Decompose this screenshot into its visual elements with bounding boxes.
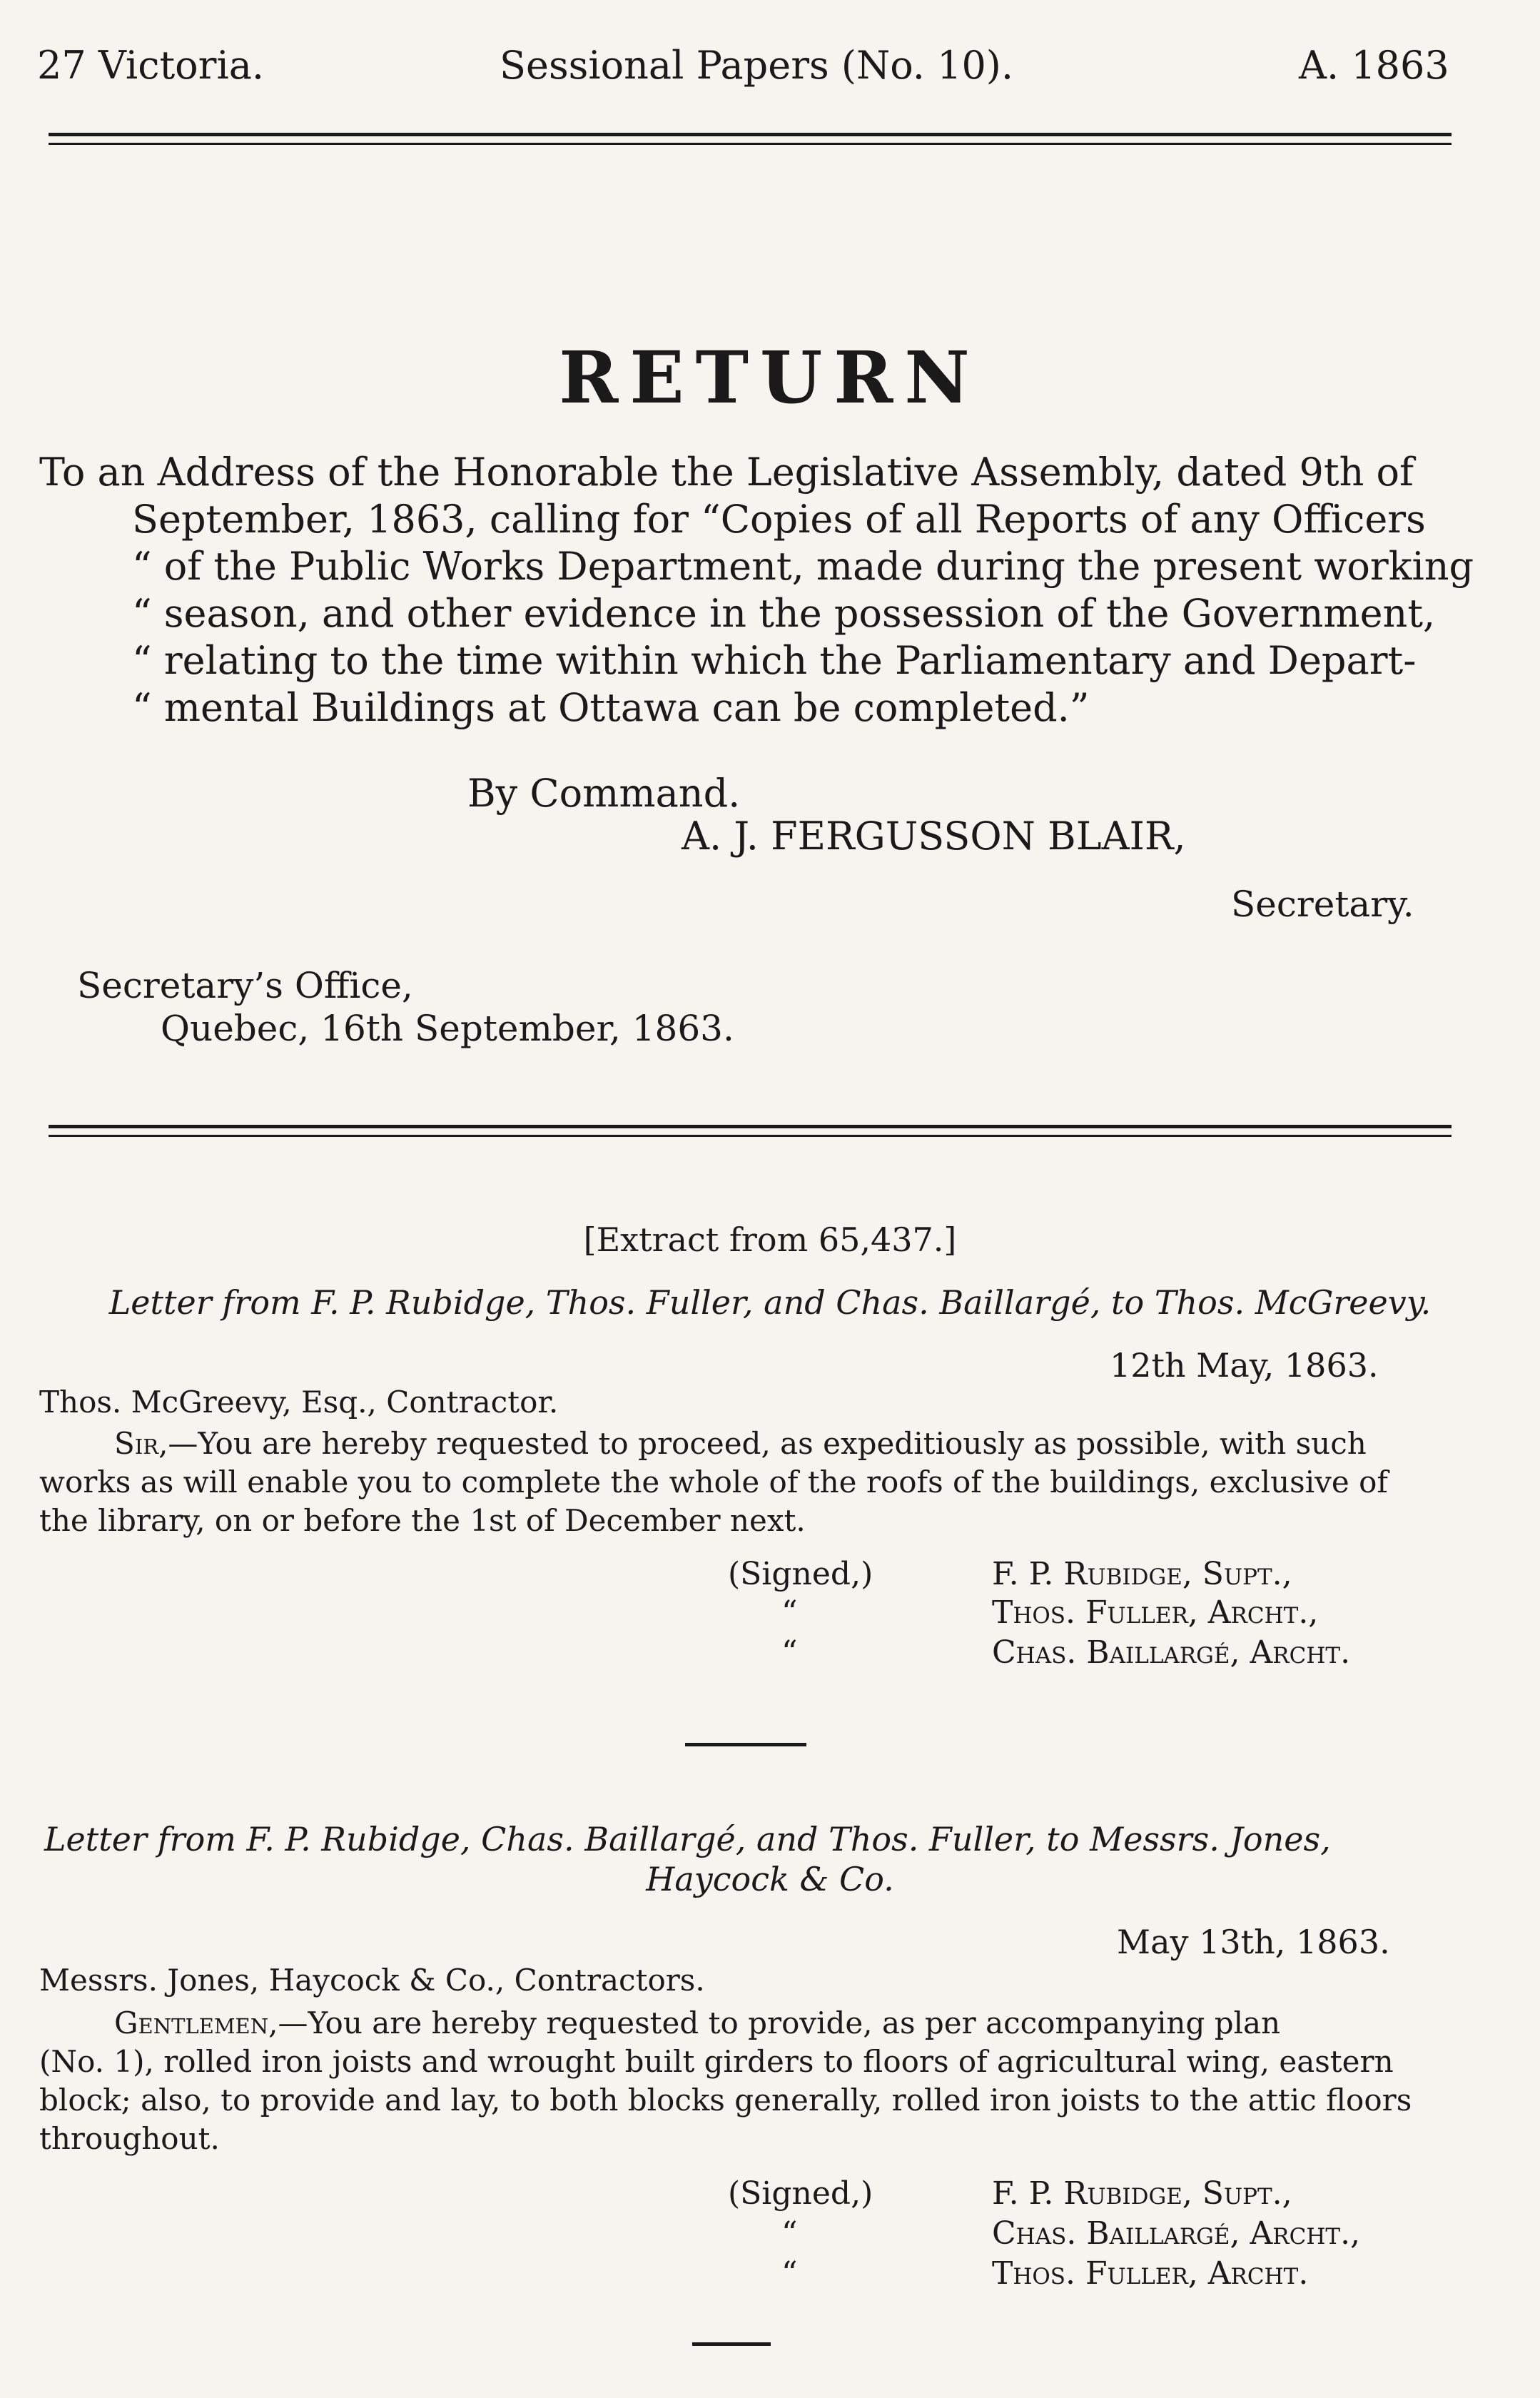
letter2-signature-2: Chas. Baillargé, Archt., (992, 2215, 1361, 2252)
letter1-body-line-2: works as will enable you to complete the whole of the roofs of the buildings, exclusive of (39, 1464, 1388, 1499)
signatory-title: Secretary. (1231, 884, 1414, 925)
letter2-date: May 13th, 1863. (1117, 1923, 1390, 1961)
header-sessional-papers: Sessional Papers (No. 10). (500, 43, 1014, 88)
header-year: A. 1863 (1299, 43, 1449, 88)
letter2-salutation: Gentlemen, (114, 2005, 278, 2040)
letter2-signature-3: Thos. Fuller, Archt. (992, 2255, 1309, 2292)
letter1-body-text-1: —You are hereby requested to proceed, as expeditiously as possible, with such (168, 1426, 1367, 1461)
letter2-body-line-4: throughout. (39, 2121, 220, 2156)
letter2-signature-1: F. P. Rubidge, Supt., (992, 2175, 1292, 2212)
place-date-line: Quebec, 16th September, 1863. (161, 1008, 734, 1049)
letter2-signed-label: (Signed,) (728, 2175, 873, 2212)
letter-separator-2 (692, 2342, 771, 2346)
letter1-addressee: Thos. McGreevy, Esq., Contractor. (39, 1385, 559, 1420)
letter2-heading-line-2: Haycock & Co. (646, 1860, 894, 1898)
letter1-signed-label: (Signed,) (728, 1556, 873, 1592)
letter2-body-line-3: block; also, to provide and lay, to both blocks generally, rolled iron joists to the attic floors (39, 2083, 1412, 2118)
letter1-heading: Letter from F. P. Rubidge, Thos. Fuller, and Chas. Baillargé, to Thos. McGreevy. (108, 1283, 1432, 1322)
letter2-ditto-1: “ (781, 2215, 798, 2252)
letter2-body-line-1 (114, 2005, 1280, 2040)
section-rule-bottom (49, 1135, 1452, 1137)
letter2-body-text-1: —You are hereby requested to provide, as per accompanying plan (278, 2005, 1281, 2040)
letter1-signature-1: F. P. Rubidge, Supt., (992, 1556, 1292, 1592)
address-line-5: “ relating to the time within which the Parliamentary and Depart- (132, 638, 1417, 683)
address-line-4: “ season, and other evidence in the possession of the Government, (132, 591, 1436, 636)
letter-separator-1 (685, 1743, 806, 1746)
header-volume: 27 Victoria. (37, 43, 265, 88)
letter1-ditto-2: “ (781, 1634, 798, 1671)
letter2-ditto-2: “ (781, 2255, 798, 2292)
address-line-2: September, 1863, calling for “Copies of all Reports of any Officers (132, 497, 1426, 542)
address-line-3: “ of the Public Works Department, made during the present working (132, 544, 1474, 589)
letter1-body-line-3: the library, on or before the 1st of December next. (39, 1503, 806, 1538)
return-title: RETURN (559, 335, 981, 420)
by-command: By Command. (467, 771, 741, 816)
letter2-heading-line-1: Letter from F. P. Rubidge, Chas. Baillargé, and Thos. Fuller, to Messrs. Jones, (44, 1820, 1331, 1858)
section-rule-top (49, 1125, 1452, 1128)
address-line-1: To an Address of the Honorable the Legislative Assembly, dated 9th of (39, 450, 1414, 495)
office-line: Secretary’s Office, (77, 965, 413, 1006)
header-rule-top (49, 133, 1452, 136)
address-line-6: “ mental Buildings at Ottawa can be completed.” (132, 685, 1090, 730)
signatory-name: A. J. FERGUSSON BLAIR, (682, 814, 1186, 859)
letter1-signature-2: Thos. Fuller, Archt., (992, 1594, 1319, 1631)
letter1-signature-3: Chas. Baillargé, Archt. (992, 1634, 1351, 1671)
letter1-body-line-1 (114, 1426, 1367, 1461)
header-rule-bottom (49, 143, 1452, 145)
extract-reference: [Extract from 65,437.] (583, 1220, 957, 1259)
letter1-date: 12th May, 1863. (1110, 1346, 1379, 1385)
letter2-body-line-2: (No. 1), rolled iron joists and wrought built girders to floors of agricultural wing, eastern (39, 2044, 1394, 2079)
letter1-ditto-1: “ (781, 1594, 798, 1631)
letter1-salutation: Sir, (114, 1426, 168, 1461)
letter2-addressee: Messrs. Jones, Haycock & Co., Contractors. (39, 1963, 705, 1998)
